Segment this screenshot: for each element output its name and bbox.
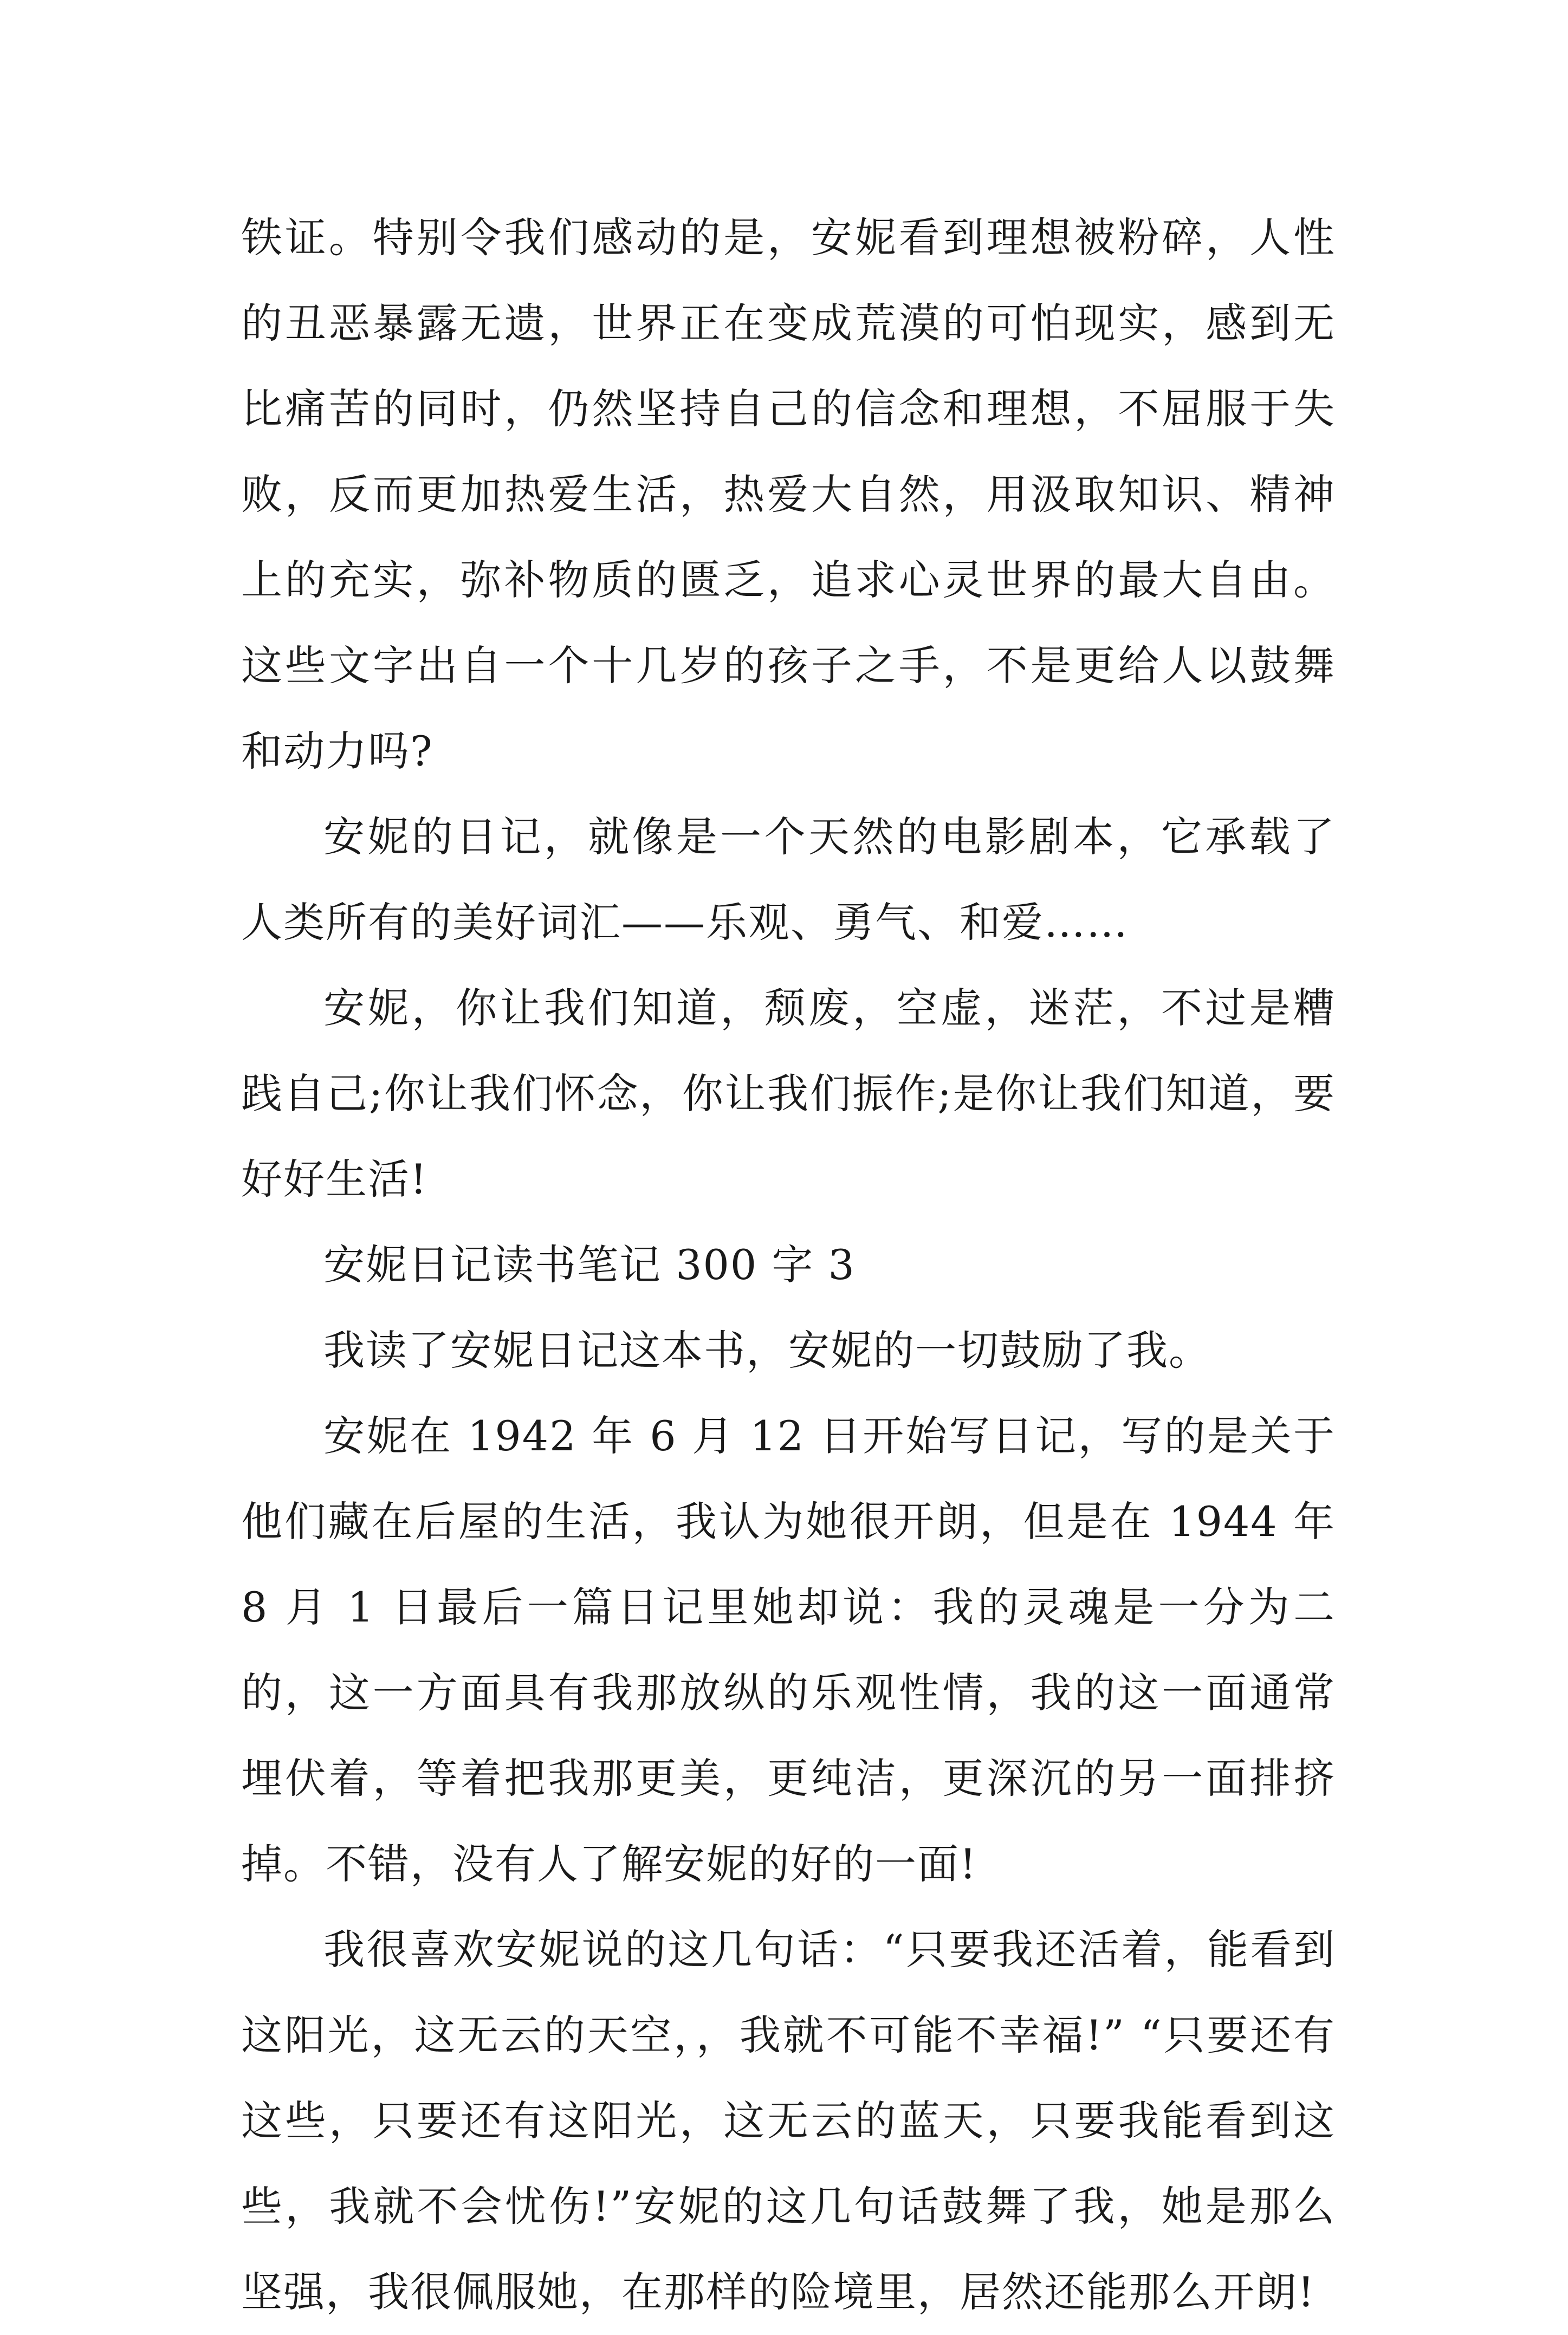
paragraph-6: 我很喜欢安妮说的这几句话：“只要我还活着，能看到这阳光，这无云的天空，，我就不可能不幸福!” “只要还有这些，只要还有这阳光，这无云的蓝天，只要我能看到这些，我就不会忧伤!”安妮的这几句话鼓舞了我，她是那么坚强，我很佩服她，在那样的险境里，居然还能那么开朗! bbox=[241, 1925, 1336, 2316]
paragraph-2: 安妮的日记，就像是一个天然的电影剧本，它承载了人类所有的美好词汇——乐观、勇气、和爱…… bbox=[241, 813, 1336, 946]
paragraph-1: 铁证。特别令我们感动的是，安妮看到理想被粉碎，人性的丑恶暴露无遗，世界正在变成荒漠的可怕现实，感到无比痛苦的同时，仍然坚持自己的信念和理想，不屈服于失败，反而更加热爱生活，热爱大自然，用汲取知识、精神上的充实，弥补物质的匮乏，追求心灵世界的最大自由。这些文字出自一个十几岁的孩子之手，不是更给人以鼓舞和动力吗? bbox=[241, 213, 1336, 775]
paragraph-5: 安妮在 1942 年 6 月 12 日开始写日记，写的是关于他们藏在后屋的生活，我认为她很开朗，但是在 1944 年 8 月 1 日最后一篇日记里她却说：我的灵魂是一分为二的，这一方面具有我那放纵的乐观性情，我的这一面通常埋伏着，等着把我那更美，更纯洁，更深沉的另一面排挤掉。不错，没有人了解安妮的好的一面! bbox=[241, 1412, 1336, 1888]
paragraph-3: 安妮，你让我们知道，颓废，空虚，迷茫，不过是糟践自己;你让我们怀念，你让我们振作;是你让我们知道，要好好生活! bbox=[241, 984, 1336, 1203]
paragraph-4: 我读了安妮日记这本书，安妮的一切鼓励了我。 bbox=[323, 1326, 1211, 1374]
document-body bbox=[241, 195, 1336, 2335]
section-heading: 安妮日记读书笔记 300 字 3 bbox=[323, 1241, 856, 1289]
